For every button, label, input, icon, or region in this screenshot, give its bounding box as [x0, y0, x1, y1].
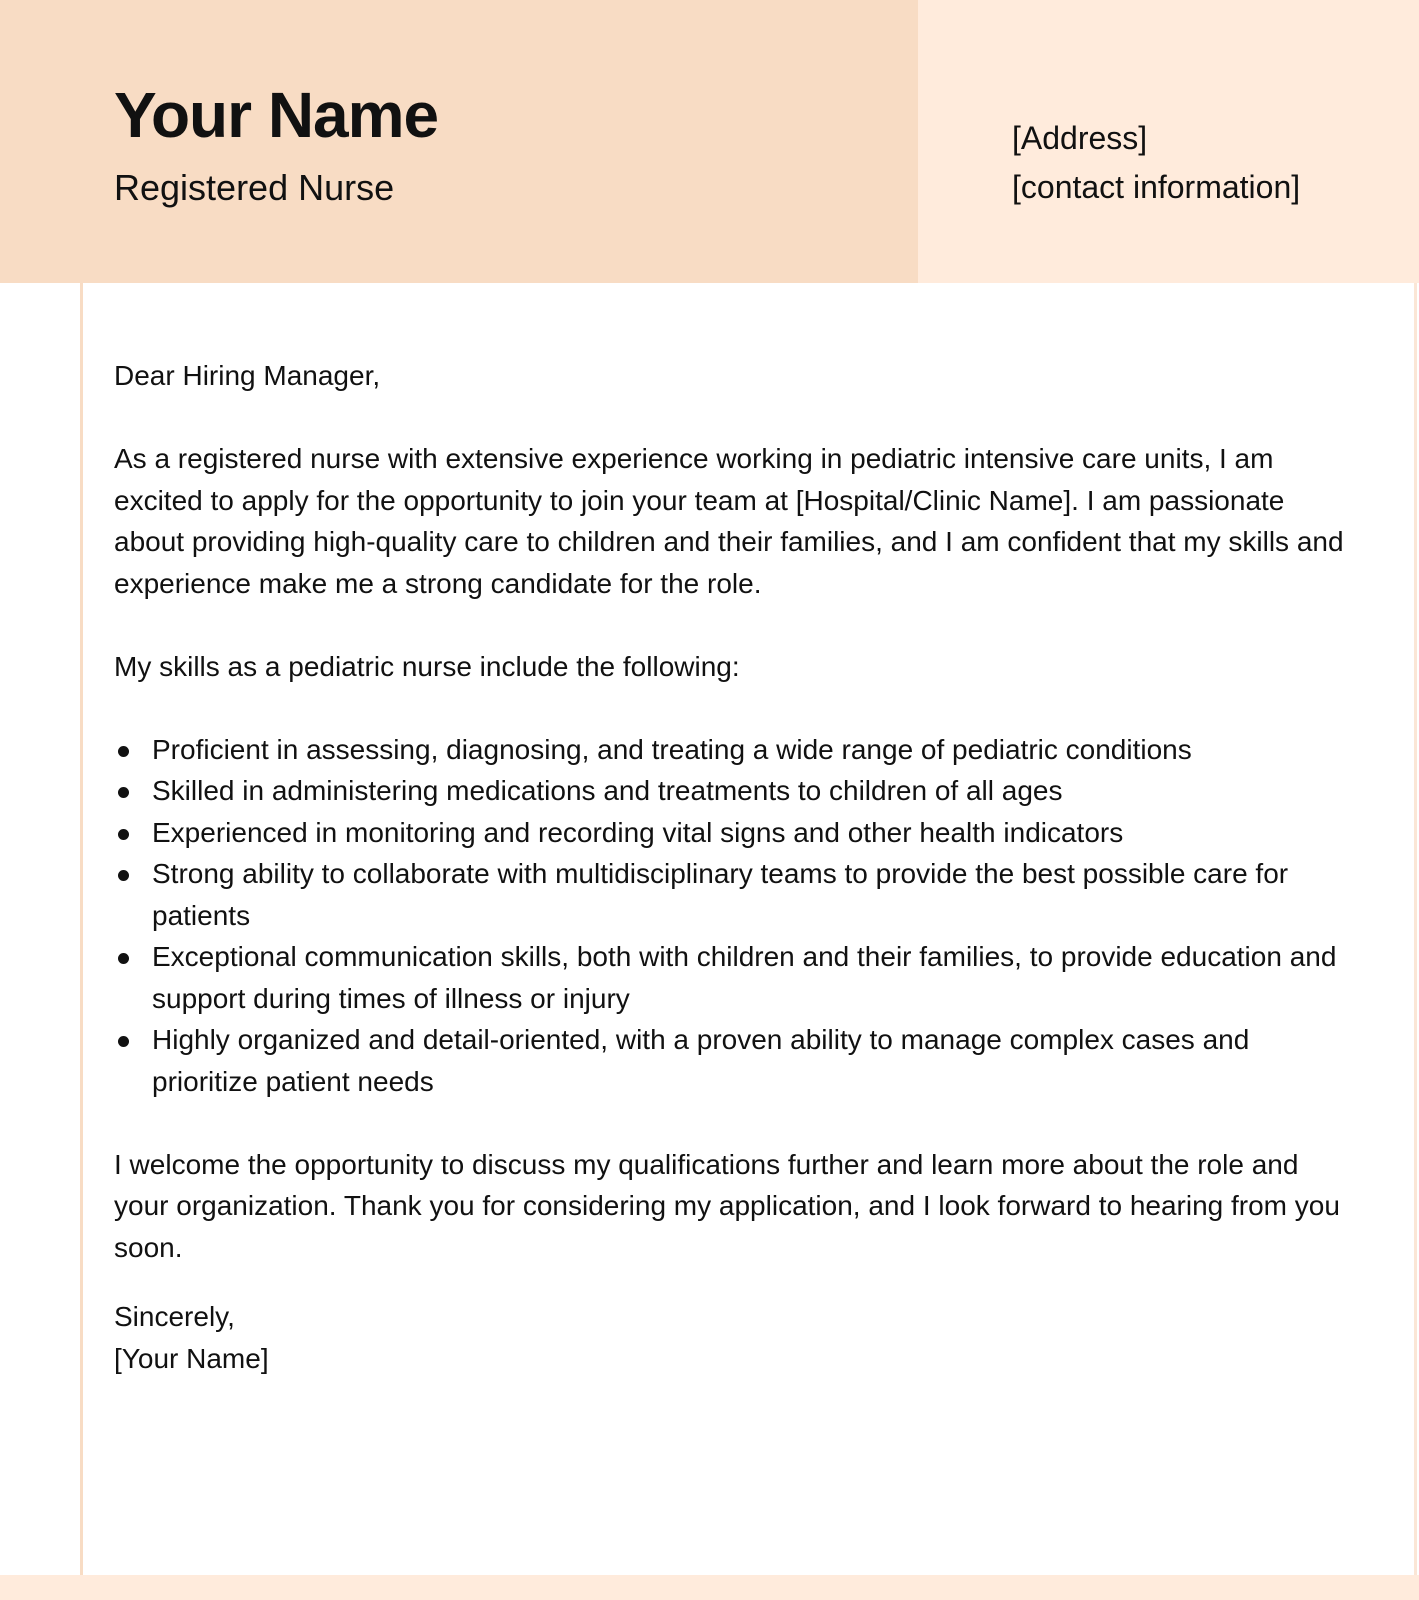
- skill-text: Experienced in monitoring and recording vital signs and other health indicators: [152, 816, 1124, 848]
- applicant-title: Registered Nurse: [114, 167, 395, 208]
- skill-text: Highly organized and detail-oriented, with a proven ability to manage complex cases and prioritize patient needs: [152, 1024, 1250, 1097]
- skill-item: [114, 770, 1344, 812]
- skill-item: [114, 812, 1344, 854]
- skill-item: [114, 936, 1344, 1019]
- bullet-icon: [118, 870, 129, 881]
- bullet-icon: [118, 953, 129, 964]
- intro-paragraph: As a registered nurse with extensive experience working in pediatric intensive care units, I am excited to apply for the opportunity to join your team at [Hospital/Clinic Name]. I am passionate about providing high-quality care to children and their families, and I am confident that my skills and experience make me a strong candidate for the role.: [114, 443, 1344, 599]
- skills-lead: My skills as a pediatric nurse include the following:: [114, 650, 740, 682]
- bullet-icon: [118, 787, 129, 798]
- footer-band: [0, 1575, 1419, 1600]
- bullet-icon: [118, 829, 129, 840]
- skill-item: [114, 1019, 1344, 1102]
- skill-text: Strong ability to collaborate with multidisciplinary teams to provide the best possible care for patients: [152, 858, 1289, 931]
- contact-block: [1012, 114, 1300, 212]
- applicant-name: Your Name: [114, 79, 439, 151]
- skill-text: Skilled in administering medications and treatments to children of all ages: [152, 775, 1063, 806]
- skill-item: [114, 853, 1344, 936]
- skill-text: Proficient in assessing, diagnosing, and treating a wide range of pediatric conditions: [152, 733, 1192, 765]
- right-border-rule: [1414, 283, 1417, 1575]
- address-text: [Address]: [1012, 120, 1148, 156]
- bullet-icon: [118, 1036, 129, 1047]
- letter-body: [114, 355, 1344, 1379]
- skills-list: [114, 729, 1344, 1103]
- sign-off: Sincerely,: [114, 1301, 235, 1332]
- left-border-rule: [80, 283, 83, 1575]
- skill-item: [114, 729, 1344, 771]
- skill-text: Exceptional communication skills, both with children and their families, to provide education and support during times of illness or injury: [152, 941, 1337, 1014]
- contact-info-text: [contact information]: [1012, 169, 1301, 205]
- salutation: Dear Hiring Manager,: [114, 360, 381, 391]
- signature: [Your Name]: [114, 1342, 269, 1374]
- bullet-icon: [118, 746, 129, 757]
- closing-paragraph: I welcome the opportunity to discuss my qualifications further and learn more about the role and your organization. Thank you for considering my application, and I look forward to hearing from you soon.: [114, 1148, 1340, 1263]
